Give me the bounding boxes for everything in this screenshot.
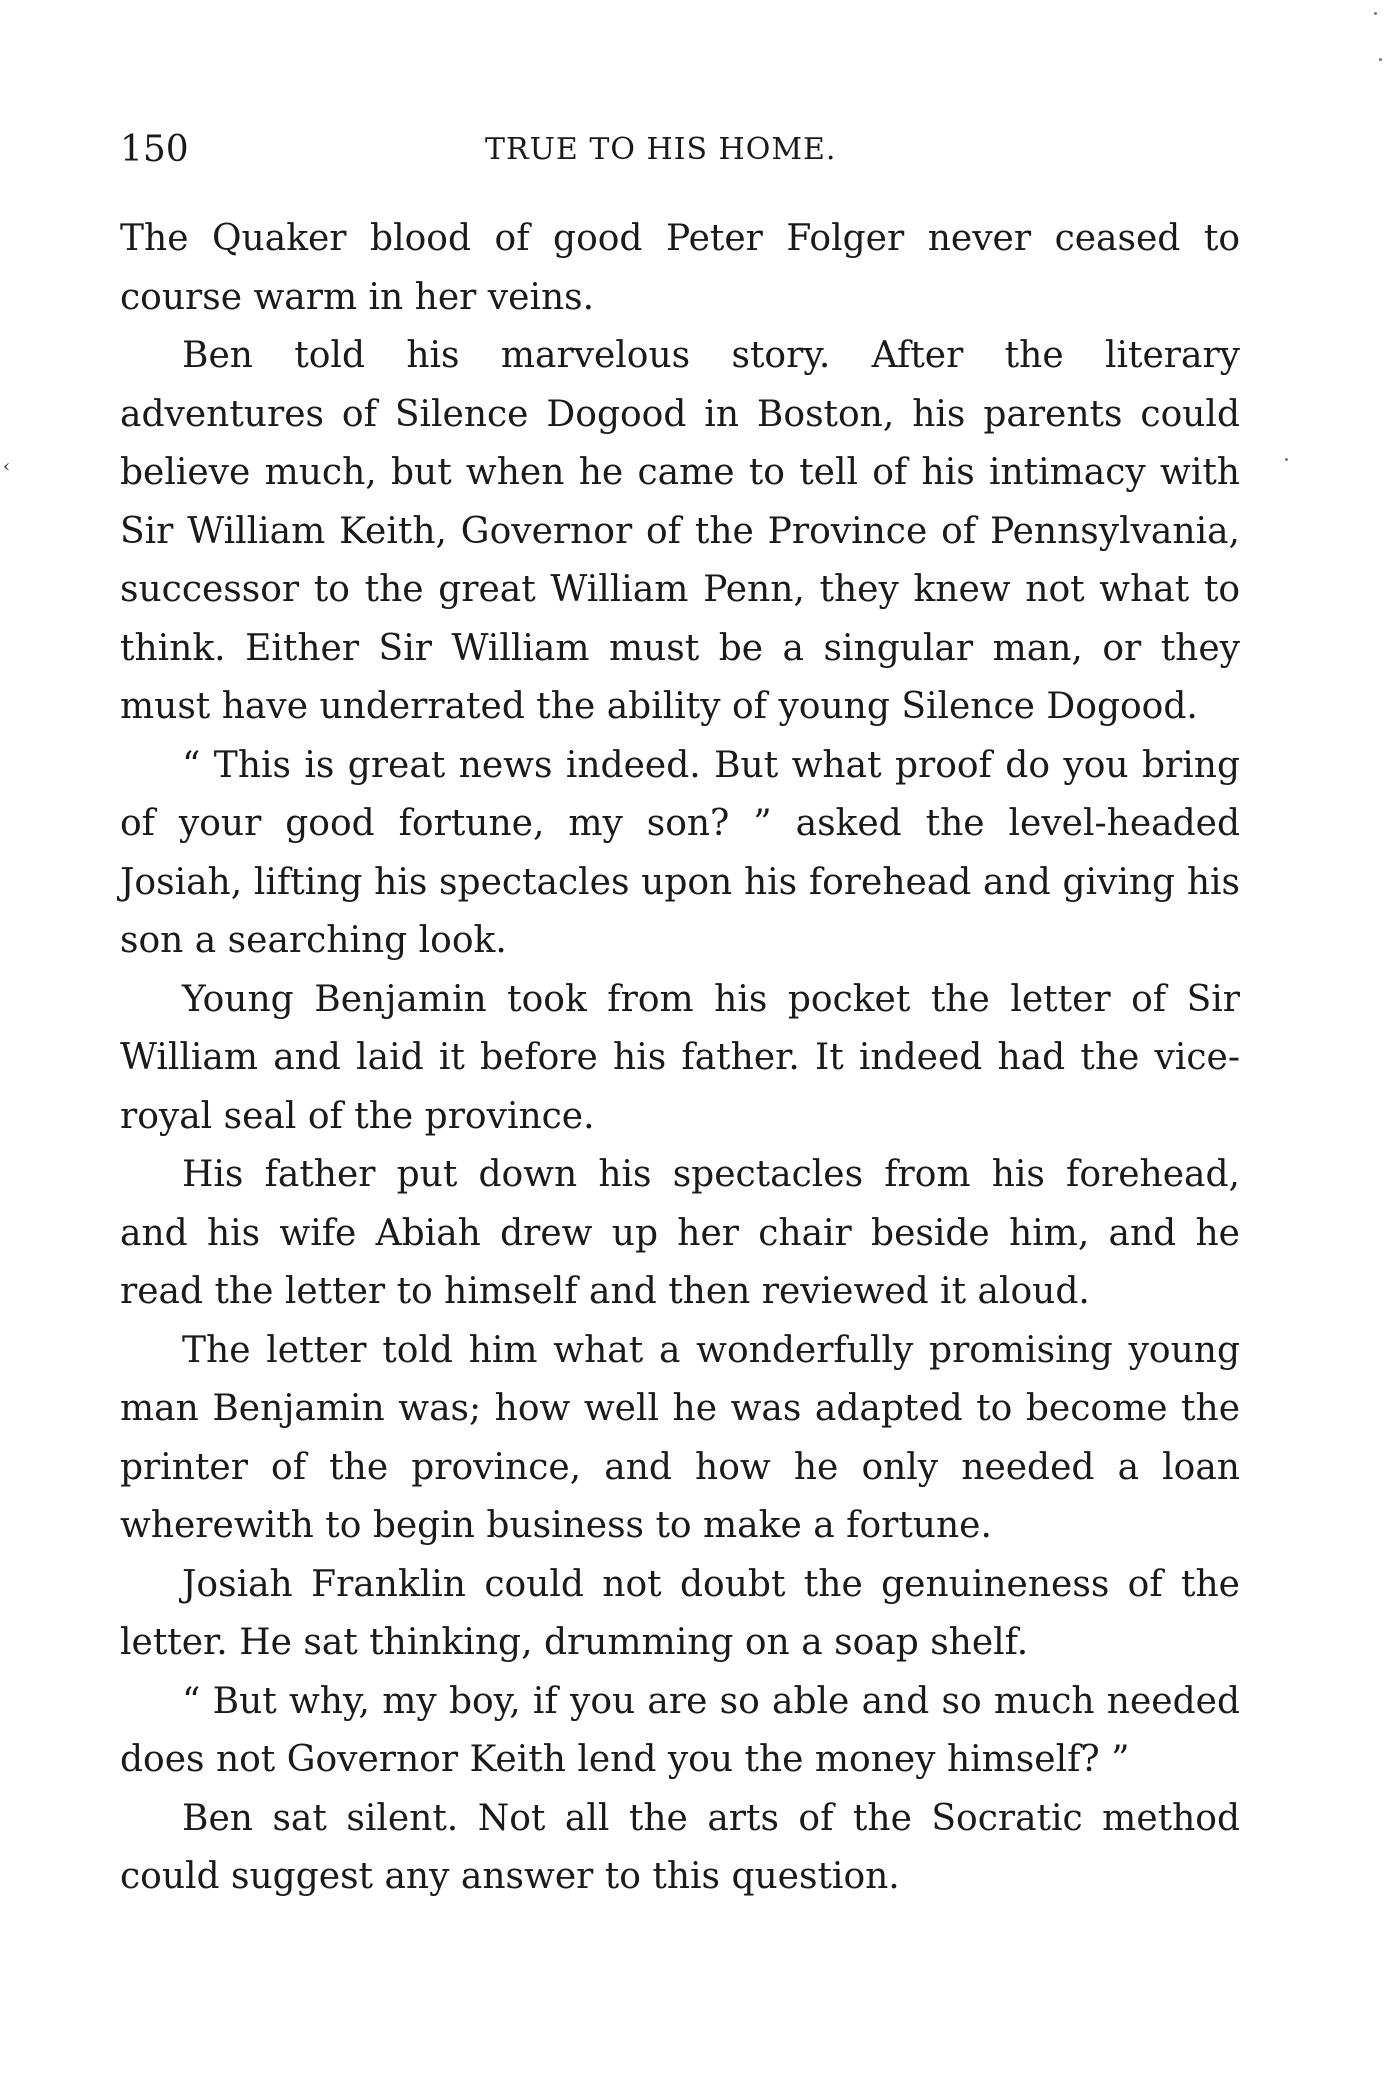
paragraph: “ This is great news indeed. But what proof do you bring of your good fortune, my son? ” asked the level-headed Josiah, lifting his spectacles upon his forehead and giving his son a searching look.: [120, 744, 1240, 961]
paragraph: Ben sat silent. Not all the arts of the Socratic method could suggest any answer to this question.: [120, 1797, 1240, 1897]
running-title: TRUE TO HIS HOME.: [485, 132, 837, 167]
page-number: 150: [120, 129, 189, 170]
paragraph: Young Benjamin took from his pocket the letter of Sir William and laid it before his father. It indeed had the vice-royal seal of the province.: [120, 978, 1240, 1137]
paragraph: His father put down his spectacles from his forehead, and his wife Abiah drew up her chair beside him, and he read the letter to himself and then reviewed it aloud.: [120, 1154, 1240, 1312]
print-speck: [1285, 458, 1288, 461]
print-speck: [1379, 58, 1382, 61]
paragraph: The letter told him what a wonderfully promising young man Benjamin was; how well he was adapted to become the printer of the province, and how he only needed a loan wherewith to begin business to make a fortune.: [120, 1329, 1240, 1546]
page-body: [120, 210, 1240, 1907]
margin-tick-mark: ‹: [3, 456, 11, 477]
paragraph: Josiah Franklin could not doubt the genuineness of the letter. He sat thinking, drumming on a soap shelf.: [120, 1563, 1240, 1663]
print-speck: [1374, 12, 1377, 15]
page-header: [120, 120, 1240, 180]
paragraph: The Quaker blood of good Peter Folger never ceased to course warm in her veins.: [120, 218, 1240, 318]
paragraph: Ben told his marvelous story. After the literary adventures of Silence Dogood in Boston, his parents could believe much, but when he came to tell of his intimacy with Sir William Keith, Governor of the Province of Pennsylvania, successor to the great William Penn, they knew not what to think. Either Sir William must be a singular man, or they must have underrated the ability of young Silence Dogood.: [120, 335, 1240, 727]
paragraph: “ But why, my boy, if you are so able and so much needed does not Governor Keith lend you the money himself? ”: [120, 1680, 1240, 1780]
